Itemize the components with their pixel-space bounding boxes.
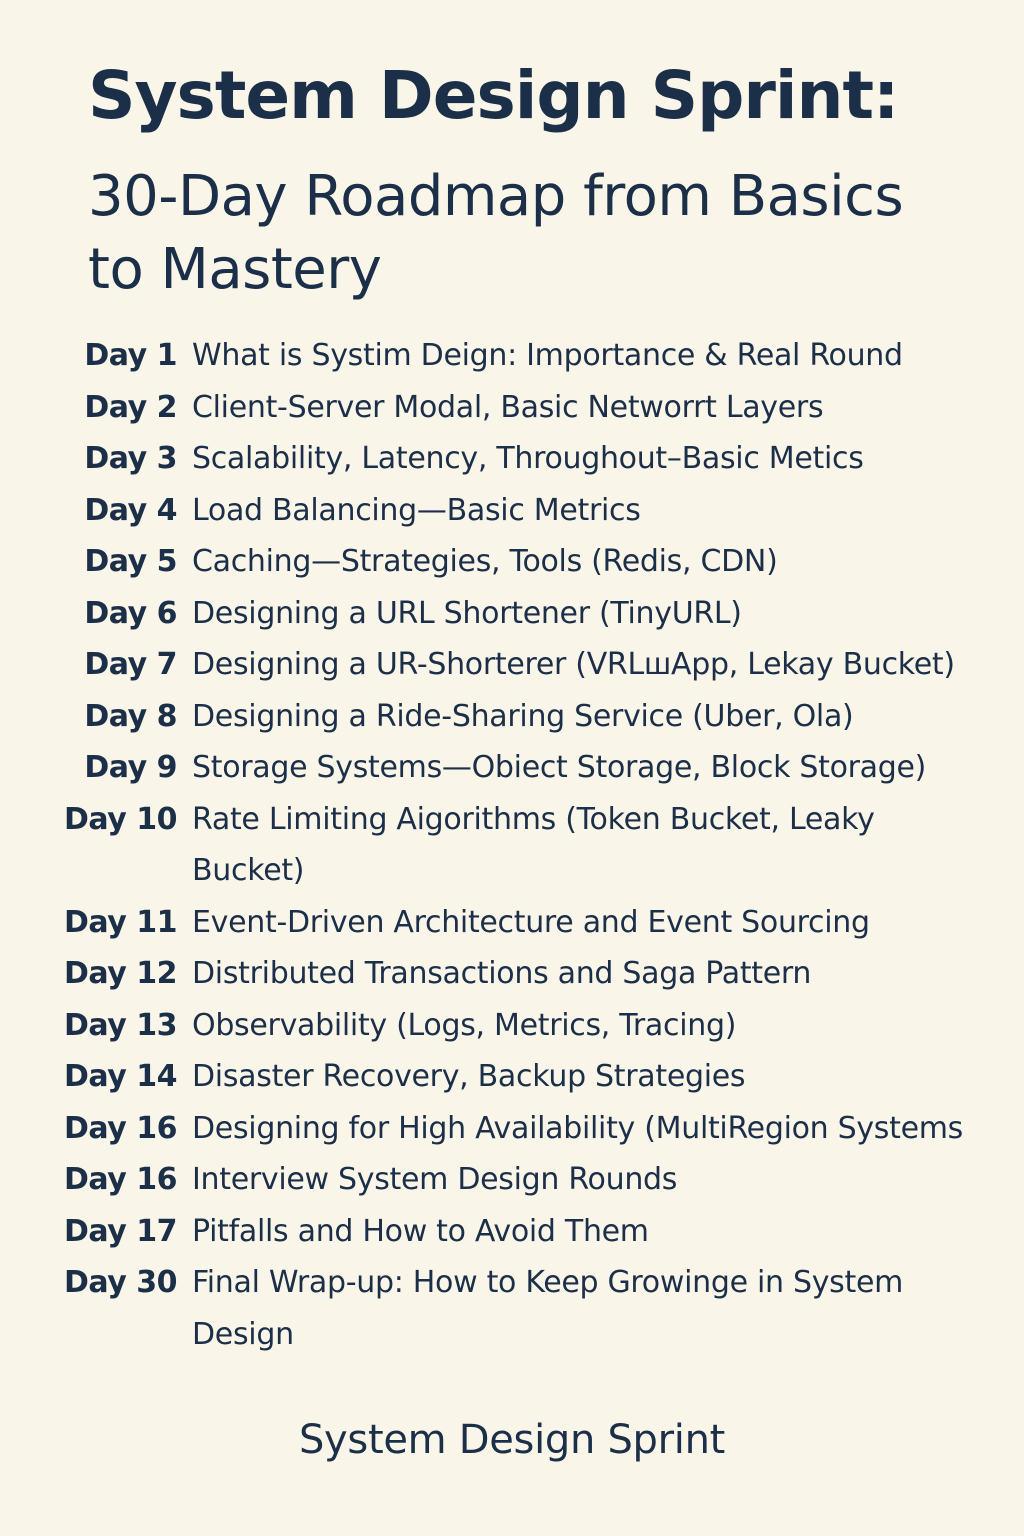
schedule-row <box>40 794 1000 897</box>
day-label: Day 30 <box>64 1265 177 1300</box>
schedule-row <box>40 536 1000 588</box>
schedule-row <box>40 1206 1000 1258</box>
topic-text: Caching—Strategies, Tools (Redis, CDN) <box>192 544 778 579</box>
schedule-row <box>40 330 1000 382</box>
day-label: Day 12 <box>64 956 177 991</box>
topic-text: Designing a UR-Shorterer (VRLшApp, Lekay Bucket) <box>192 647 955 682</box>
topic-text: Designing a Ride-Sharing Service (Uber, Ola) <box>192 698 854 734</box>
schedule-row <box>40 742 1000 794</box>
day-label: Day 7 <box>84 647 177 682</box>
topic-text: Disaster Recovery, Backup Strategies <box>192 1059 746 1094</box>
day-label: Day 3 <box>84 441 177 476</box>
topic-text: Event-Driven Architecture and Event Sourcing <box>192 904 870 940</box>
day-label: Day 8 <box>84 698 177 734</box>
day-label: Day 1 <box>84 338 177 373</box>
schedule-row <box>40 691 1000 743</box>
day-label: Day 14 <box>64 1059 177 1094</box>
page-subtitle: 30-Day Roadmap from Basics to Mastery <box>88 164 904 302</box>
day-label: Day 6 <box>84 595 177 631</box>
topic-text: Client-Server Modal, Basic Networrt Layers <box>192 389 824 425</box>
topic-text: What is Systim Deign: Importance & Real Round <box>192 338 903 373</box>
schedule-row <box>40 948 1000 1000</box>
day-label: Day 11 <box>64 904 177 940</box>
schedule-row <box>40 639 1000 691</box>
day-label: Day 17 <box>64 1213 177 1249</box>
topic-text: Scalability, Latency, Throughout–Basic Metics <box>192 441 864 476</box>
schedule-row <box>40 1051 1000 1103</box>
day-label: Day 9 <box>84 750 177 785</box>
topic-text: Load Balancing—Basic Metrics <box>192 492 641 528</box>
topic-text: Pitfalls and How to Avoid Them <box>192 1213 649 1249</box>
schedule-row <box>40 1257 1000 1360</box>
topic-text: Final Wrap-up: How to Keep Growinge in System Design <box>192 1265 904 1352</box>
schedule-row <box>40 897 1000 949</box>
schedule-row <box>40 433 1000 485</box>
schedule-row <box>40 1103 1000 1155</box>
day-label: Day 2 <box>84 389 177 425</box>
day-label: Day 16 <box>64 1162 177 1197</box>
day-label: Day 4 <box>84 492 177 528</box>
day-label: Day 16 <box>64 1110 177 1146</box>
schedule-list <box>40 330 1000 1360</box>
topic-text: Interview System Design Rounds <box>192 1162 678 1197</box>
topic-text: Designing for High Availability (MultiRegion Systems <box>192 1110 964 1146</box>
page-title: System Design Sprint: <box>88 57 899 134</box>
schedule-row <box>40 382 1000 434</box>
topic-text: Rate Limiting Aigorithms (Token Bucket, Leaky Bucket) <box>192 801 875 888</box>
day-label: Day 5 <box>84 544 177 579</box>
footer-text: System Design Sprint <box>298 1417 726 1463</box>
topic-text: Designing a URL Shortener (TinyURL) <box>192 595 742 631</box>
schedule-row <box>40 588 1000 640</box>
topic-text: Observability (Logs, Metrics, Tracing) <box>192 1007 737 1043</box>
topic-text: Storage Systems—Obiect Storage, Block Storage) <box>192 750 927 785</box>
topic-text: Distributed Transactions and Saga Pattern <box>192 956 812 991</box>
day-label: Day 10 <box>64 801 177 837</box>
schedule-row <box>40 485 1000 537</box>
day-label: Day 13 <box>64 1007 177 1043</box>
schedule-row <box>40 1000 1000 1052</box>
schedule-row <box>40 1154 1000 1206</box>
